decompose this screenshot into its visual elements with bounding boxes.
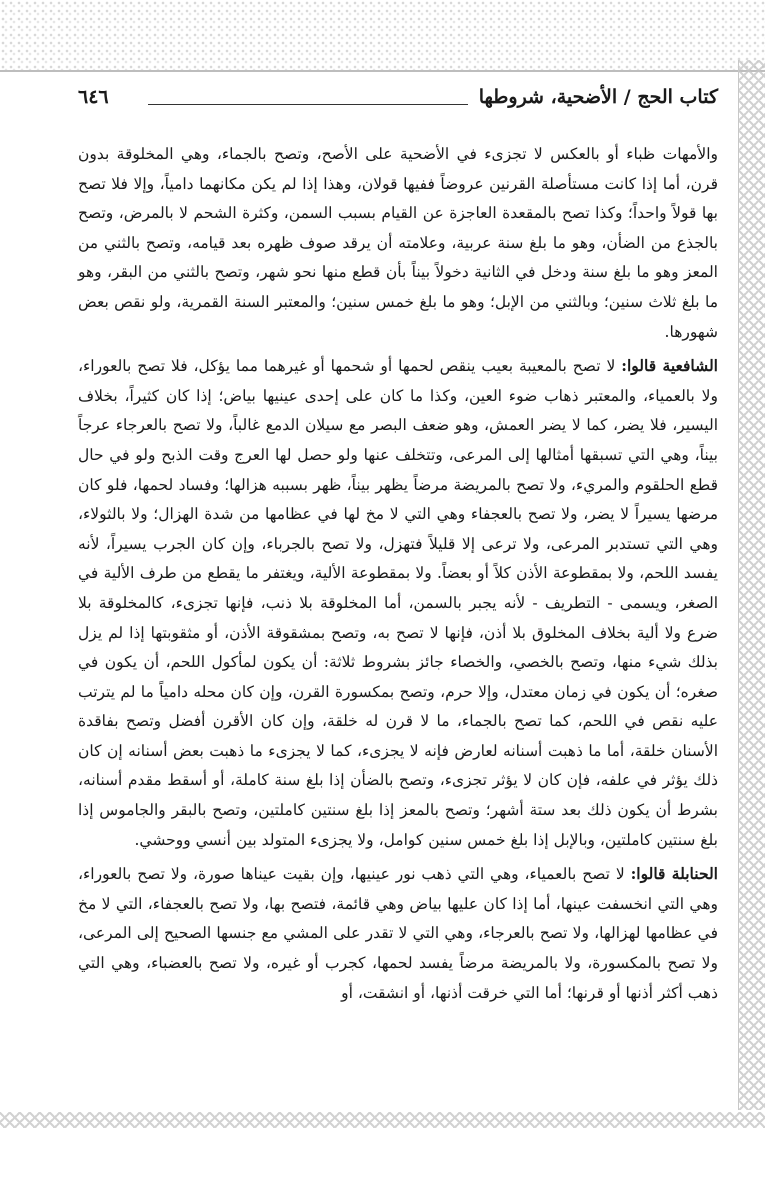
paragraph-shafii	[78, 351, 718, 855]
header-rule	[148, 104, 468, 105]
paragraph-text: لا تصح بالمعيبة بعيب ينقص لحمها أو شحمها أو غيرهما مما يؤكل، فلا تصح بالعوراء، ولا بالعمياء، والمعتبر ذهاب ضوء العين، وكذا ما كان على إحدى عينيها بياض؛ إذا كان كثيراً، بخلاف اليسير، فلا يضر، كما لا يضر العمش، وهو ضعف البصر مع سيلان الدمع غالباً، ولا تصح بالعرجاء عرجاً بيناً، وهي التي تسبقها أمثالها إلى المرعى، وتتخلف عنها ولو حصل لها العرج وقت الذبح ولو في حال قطع الحلقوم والمريء، ولا تصح بالمريضة مرضاً يظهر بيناً، ظهر بسببه هزالها؛ وفساد لحمها، فلو كان مرضها يسيراً لا يضر، ولا تصح بالعجفاء وهي التي لا مخ لها في عظامها من شدة الهزال؛ ولا بالثولاء، وهي التي تستدبر المرعى، ولا ترعى إلا قليلاً فتهزل، ولا تصح بالجرباء، وإن كان الجرب يسيراً، لأنه يفسد اللحم، ولا بمقطوعة الأذن كلاً أو بعضاً. ولا بمقطوعة الألية، ويغتفر ما يقطع من طرف الألية في الصغر، ويسمى - التطريف - لأنه يجبر بالسمن، أما المخلوقة بلا ذنب، فإنها تجزىء، كالمخلوقة بلا ضرع ولا ألية بخلاف المخلوق بلا أذن، فإنها لا تصح به، وتصح بمشقوقة الأذن، أو مثقوبتها إذا لم يزل بذلك شيء منها، وتصح بالخصي، والخصاء جائز بشروط ثلاثة: أن يكون لمأكول اللحم، أن يكون في صغره؛ أن يكون في زمان معتدل، وإلا حرم، وتصح بمكسورة القرن، وإن كان محله دامياً ما لم يترتب عليه نقص في اللحم، كما تصح بالجماء، ما لا قرن له خلقة، وإن كان الأقرن أفضل وتصح بفاقدة الأسنان خلقة، أما ما ذهبت أسنانه لعارض فإنه لا يجزىء، كما لا يجزىء ما ذهبت بعض أسنانه إن كان ذلك يؤثر في علفه، فإن كان لا يؤثر تجزىء، وتصح بالضأن إذا بلغ سنة كاملة، أو أسقط مقدم أسنانه، بشرط أن يكون ذلك بعد ستة أشهر؛ وتصح بالمعز إذا بلغ سنتين كاملتين، وتصح بالبقر والجاموس إذا بلغ سنتين كاملتين، وبالإبل إذا بلغ خمس سنين كوامل، ولا يجزىء المتولد بين أنسي ووحشي.	[78, 357, 718, 849]
right-ornamental-border	[739, 60, 765, 1110]
bottom-ornamental-border	[0, 1112, 765, 1128]
paragraph-text: والأمهات ظباء أو بالعكس لا تجزىء في الأضحية على الأصح، وتصح بالجماء، وهي المخلوقة بدون قرن، أما إذا كانت مستأصلة القرنين عروضاً ففيها قولان، وهذا إذا لم يكن مكانهما دامياً، وإلا فلا تصح بها قولاً واحداً؛ وكذا تصح بالمقعدة العاجزة عن القيام بسبب السمن، وكثرة الشحم لا بالمرض، وتصح بالجذع من الضأن، وهو ما بلغ سنة عربية، وعلامته أن يرقد صوف ظهره بعد قيامه، وتصح بالثني من المعز وهو ما بلغ سنة ودخل في الثانية دخولاً بيناً بأن قطع منها نحو شهر، وتصح بالثني من البقر، وهو ما بلغ ثلاث سنين؛ وبالثني من الإبل؛ وهو ما بلغ خمس سنين؛ والمعتبر السنة القمرية، ولو نقص بعض شهورها.	[78, 145, 718, 341]
running-title: كتاب الحج / الأضحية، شروطها	[478, 86, 718, 108]
page-number: ٦٤٦	[78, 86, 109, 108]
top-border-rule	[0, 70, 765, 72]
paragraph-hanbali	[78, 859, 718, 1008]
body-text	[78, 140, 718, 1008]
school-heading-hanbali: الحنابلة قالوا:	[630, 864, 718, 884]
school-heading-shafii: الشافعية قالوا:	[621, 356, 718, 376]
page-header	[78, 82, 718, 122]
top-ornamental-border	[0, 0, 765, 72]
right-border-rule	[738, 60, 739, 1110]
paragraph	[78, 140, 718, 347]
paragraph-text: لا تصح بالعمياء، وهي التي ذهب نور عينيها، وإن بقيت عيناها صورة، ولا تصح بالعوراء، وهي التي انخسفت عينها، أما إذا كان عليها بياض وهي قائمة، فتصح بها، ولا تصح بالعجفاء، التي لا مخ في عظامها لهزالها، ولا تصح بالعرجاء، وهي التي لا تقدر على المشي مع جنسها الصحيح إلى المرعى، ولا تصح بالمكسورة، ولا بالمريضة مرضاً يفسد لحمها، كجرب أو غيره، ولا تصح بالعضباء، وهي التي ذهب أكثر أذنها أو قرنها؛ أما التي خرقت أذنها، أو انشقت، أو	[78, 865, 718, 1002]
